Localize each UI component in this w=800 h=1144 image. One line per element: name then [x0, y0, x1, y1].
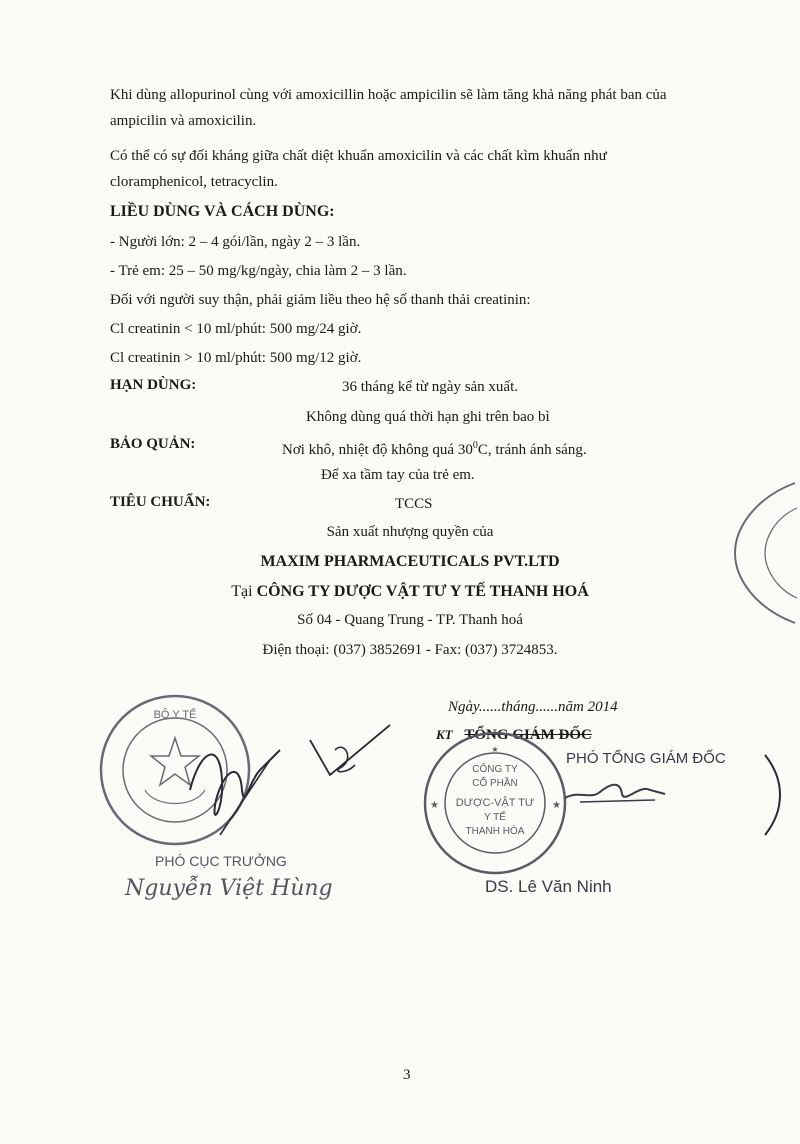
left-signature-scribble	[180, 730, 300, 840]
license-line: Sản xuất nhượng quyền của	[326, 524, 494, 540]
edge-stamp-partial	[725, 478, 800, 628]
deputy-director-title: PHÓ TỔNG GIÁM ĐỐC	[566, 750, 726, 767]
dosage-line-cl-high: Cl creatinin > 10 ml/phút: 500 mg/12 giờ.	[110, 350, 362, 366]
paragraph-2-line-1: Có thể có sự đối kháng giữa chất diệt khuẩn amoxicilin và các chất kìm khuẩn như	[110, 148, 607, 164]
dosage-line-cl-low: Cl creatinin < 10 ml/phút: 500 mg/24 giờ.	[110, 321, 362, 337]
standard-label: TIÊU CHUẨN:	[110, 494, 211, 510]
producer-line: Tại CÔNG TY DƯỢC VẬT TƯ Y TẾ THANH HOÁ	[231, 583, 589, 600]
svg-text:★: ★	[430, 800, 439, 811]
storage-value: Nơi khô, nhiệt độ không quá $30^0C$, tránh ánh sáng.	[282, 440, 587, 458]
svg-text:★: ★	[491, 745, 499, 754]
storage-note: Để xa tầm tay của trẻ em.	[321, 467, 475, 483]
svg-text:★: ★	[552, 800, 561, 811]
stamp-line-2: CỔ PHẦN	[472, 778, 518, 789]
page-number: 3	[403, 1067, 411, 1083]
stamp-line-1: CÔNG TY	[472, 764, 518, 775]
left-signer-name: Nguyễn Việt Hùng	[125, 876, 333, 901]
expiry-value: 36 tháng kể từ ngày sản xuất.	[342, 379, 519, 395]
right-signature-scribble	[560, 770, 670, 810]
dosage-line-adult: - Người lớn: 2 – 4 gói/lần, ngày 2 – 3 lần.	[110, 234, 361, 250]
stamp-line-3: DƯỢC-VẬT TƯ	[455, 797, 535, 809]
dosage-line-child: - Trẻ em: 25 – 50 mg/kg/ngày, chia làm 2 – 3 lần.	[110, 263, 407, 279]
dosage-heading: LIỀU DÙNG VÀ CÁCH DÙNG:	[110, 203, 335, 220]
storage-label: BẢO QUẢN:	[110, 436, 196, 452]
dosage-line-renal: Đối với người suy thận, phải giảm liều theo hệ số thanh thải creatinin:	[110, 292, 531, 308]
director-title: KT TỔNG GIÁM ĐỐC	[436, 727, 592, 743]
paragraph-1-line-1: Khi dùng allopurinol cùng với amoxicillin hoặc ampicilin sẽ làm tăng khả năng phát ban của	[110, 87, 667, 103]
ministry-stamp-top: BỘ Y TẾ	[153, 709, 197, 721]
producer-address: Số 04 - Quang Trung - TP. Thanh hoá	[297, 612, 523, 628]
paragraph-1-line-2: ampicilin và amoxicilin.	[110, 113, 257, 129]
company-stamp	[420, 728, 570, 878]
left-signer-title: PHÓ CỤC TRƯỞNG	[155, 853, 287, 869]
paragraph-2-line-2: cloramphenicol, tetracyclin.	[110, 174, 278, 190]
licensor-company: MAXIM PHARMACEUTICALS PVT.LTD	[260, 553, 560, 570]
edge-bracket	[760, 750, 790, 840]
stamp-line-4: Y TẾ	[484, 812, 506, 823]
right-signer-name: DS. Lê Văn Ninh	[485, 877, 612, 896]
stamp-line-5: THANH HÓA	[465, 826, 525, 837]
producer-contact: Điện thoại: (037) 3852691 - Fax: (037) 3724853.	[262, 642, 558, 658]
expiry-note: Không dùng quá thời hạn ghi trên bao bì	[306, 409, 550, 425]
expiry-label: HẠN DÙNG:	[110, 377, 197, 393]
standard-value: TCCS	[395, 496, 433, 512]
date-line: Ngày......tháng......năm 2014	[448, 699, 618, 715]
initials-mark	[305, 720, 395, 780]
